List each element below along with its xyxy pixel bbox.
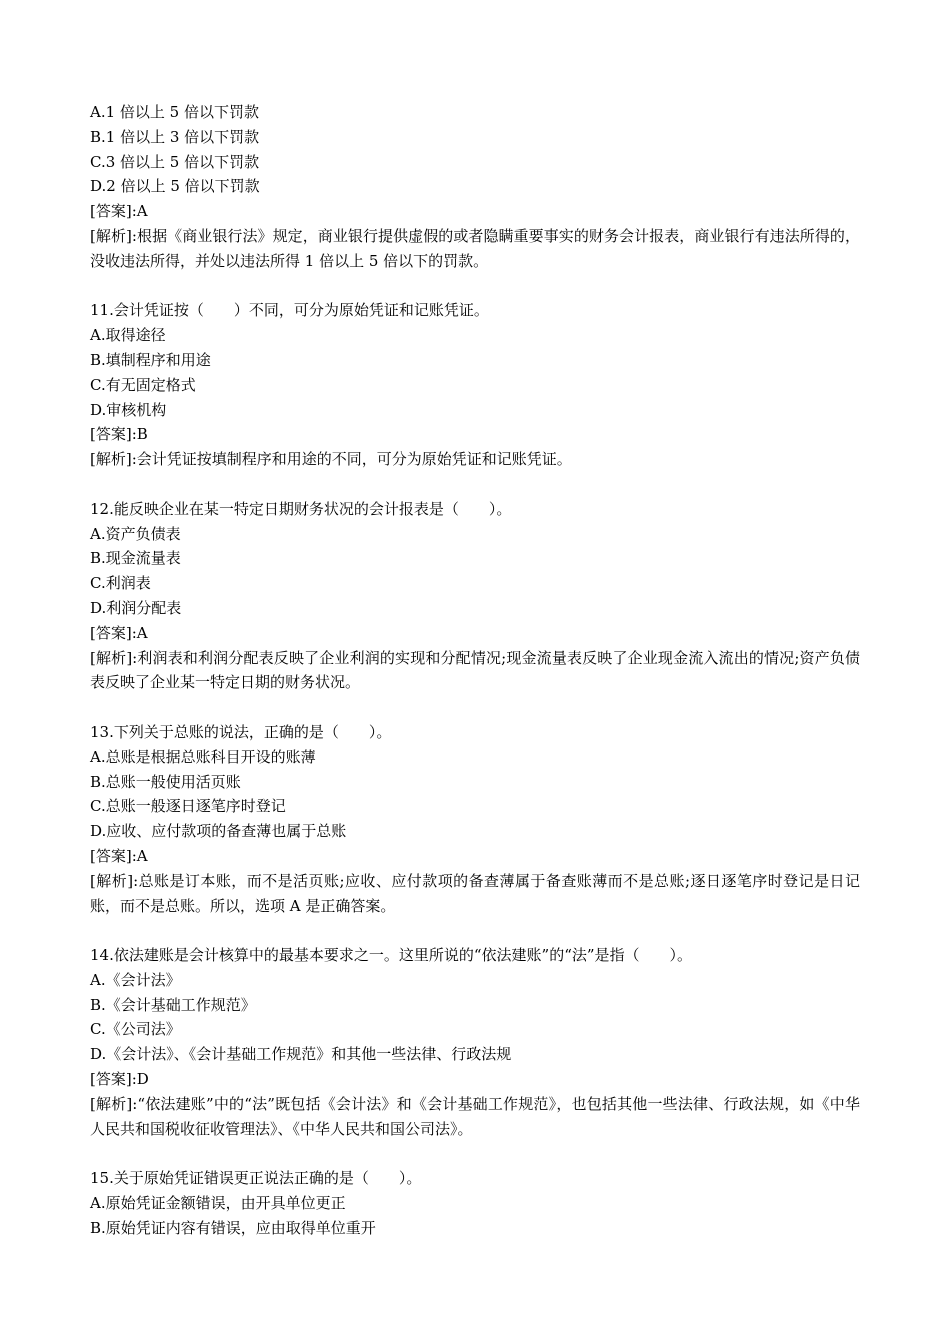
option-d: D.《会计法》、《会计基础工作规范》和其他一些法律、行政法规 — [90, 1045, 512, 1064]
question-block-15 — [90, 1166, 862, 1240]
answer: [答案]:B — [90, 425, 148, 444]
option-c: C.《公司法》 — [90, 1020, 181, 1039]
analysis: [解析]:利润表和利润分配表反映了企业利润的实现和分配情况;现金流量表反映了企业现金流入流出的情况;资产负债表反映了企业某一特定日期的财务状况。 — [90, 648, 860, 692]
spacer — [90, 1141, 862, 1166]
question-text: 14.依法建账是会计核算中的最基本要求之一。这里所说的“依法建账”的“法”是指（ ）。 — [90, 946, 693, 965]
option-c: C.总账一般逐日逐笔序时登记 — [90, 797, 286, 816]
option-a: A.资产负债表 — [90, 524, 181, 543]
spacer — [90, 695, 862, 720]
option-b: B.填制程序和用途 — [90, 350, 211, 369]
question-text: 13.下列关于总账的说法，正确的是（ ）。 — [90, 722, 392, 741]
question-text: 11.会计凭证按（ ）不同，可分为原始凭证和记账凭证。 — [90, 301, 489, 320]
option-a: A.《会计法》 — [90, 970, 181, 989]
option-b: B.总账一般使用活页账 — [90, 772, 241, 791]
option-b: B.1 倍以上 3 倍以下罚款 — [90, 127, 260, 146]
question-block-12 — [90, 497, 862, 695]
question-text: 12.能反映企业在某一特定日期财务状况的会计报表是（ ）。 — [90, 499, 512, 518]
option-b: B.现金流量表 — [90, 549, 181, 568]
question-block-14 — [90, 943, 862, 1141]
question-block-11 — [90, 298, 862, 472]
spacer — [90, 274, 862, 299]
option-b: B.原始凭证内容有错误，应由取得单位重开 — [90, 1218, 376, 1237]
analysis: [解析]:会计凭证按填制程序和用途的不同，可分为原始凭证和记账凭证。 — [90, 450, 572, 469]
answer: [答案]:A — [90, 623, 148, 642]
option-b: B.《会计基础工作规范》 — [90, 995, 256, 1014]
spacer — [90, 918, 862, 943]
answer: [答案]:A — [90, 846, 148, 865]
analysis: [解析]:总账是订本账，而不是活页账;应收、应付款项的备查薄属于备查账薄而不是总账;逐日逐笔序时登记是日记账，而不是总账。所以，选项 A 是正确答案。 — [90, 871, 860, 915]
question-block-10 — [90, 100, 862, 274]
option-a: A.1 倍以上 5 倍以下罚款 — [90, 103, 259, 121]
option-c: C.3 倍以上 5 倍以下罚款 — [90, 152, 260, 171]
option-d: D.审核机构 — [90, 400, 167, 419]
question-text: 15.关于原始凭证错误更正说法正确的是（ ）。 — [90, 1169, 422, 1188]
option-a: A.取得途径 — [90, 326, 166, 345]
option-d: D.应收、应付款项的备查薄也属于总账 — [90, 822, 347, 841]
analysis: [解析]:根据《商业银行法》规定，商业银行提供虚假的或者隐瞒重要事实的财务会计报表，商业银行有违法所得的，没收违法所得，并处以违法所得 1 倍以上 5 倍以下的罚款。 — [90, 226, 860, 270]
question-block-13 — [90, 720, 862, 918]
option-c: C.利润表 — [90, 574, 151, 593]
answer: [答案]:D — [90, 1070, 149, 1089]
option-a: A.原始凭证金额错误，由开具单位更正 — [90, 1194, 346, 1213]
answer: [答案]:A — [90, 202, 148, 221]
option-a: A.总账是根据总账科目开设的账薄 — [90, 747, 316, 766]
option-d: D.利润分配表 — [90, 598, 182, 617]
analysis: [解析]:“依法建账”中的“法”既包括《会计法》和《会计基础工作规范》，也包括其他一些法律、行政法规，如《中华人民共和国税收征收管理法》、《中华人民共和国公司法》。 — [90, 1094, 860, 1138]
spacer — [90, 472, 862, 497]
option-c: C.有无固定格式 — [90, 375, 196, 394]
option-d: D.2 倍以上 5 倍以下罚款 — [90, 177, 260, 196]
